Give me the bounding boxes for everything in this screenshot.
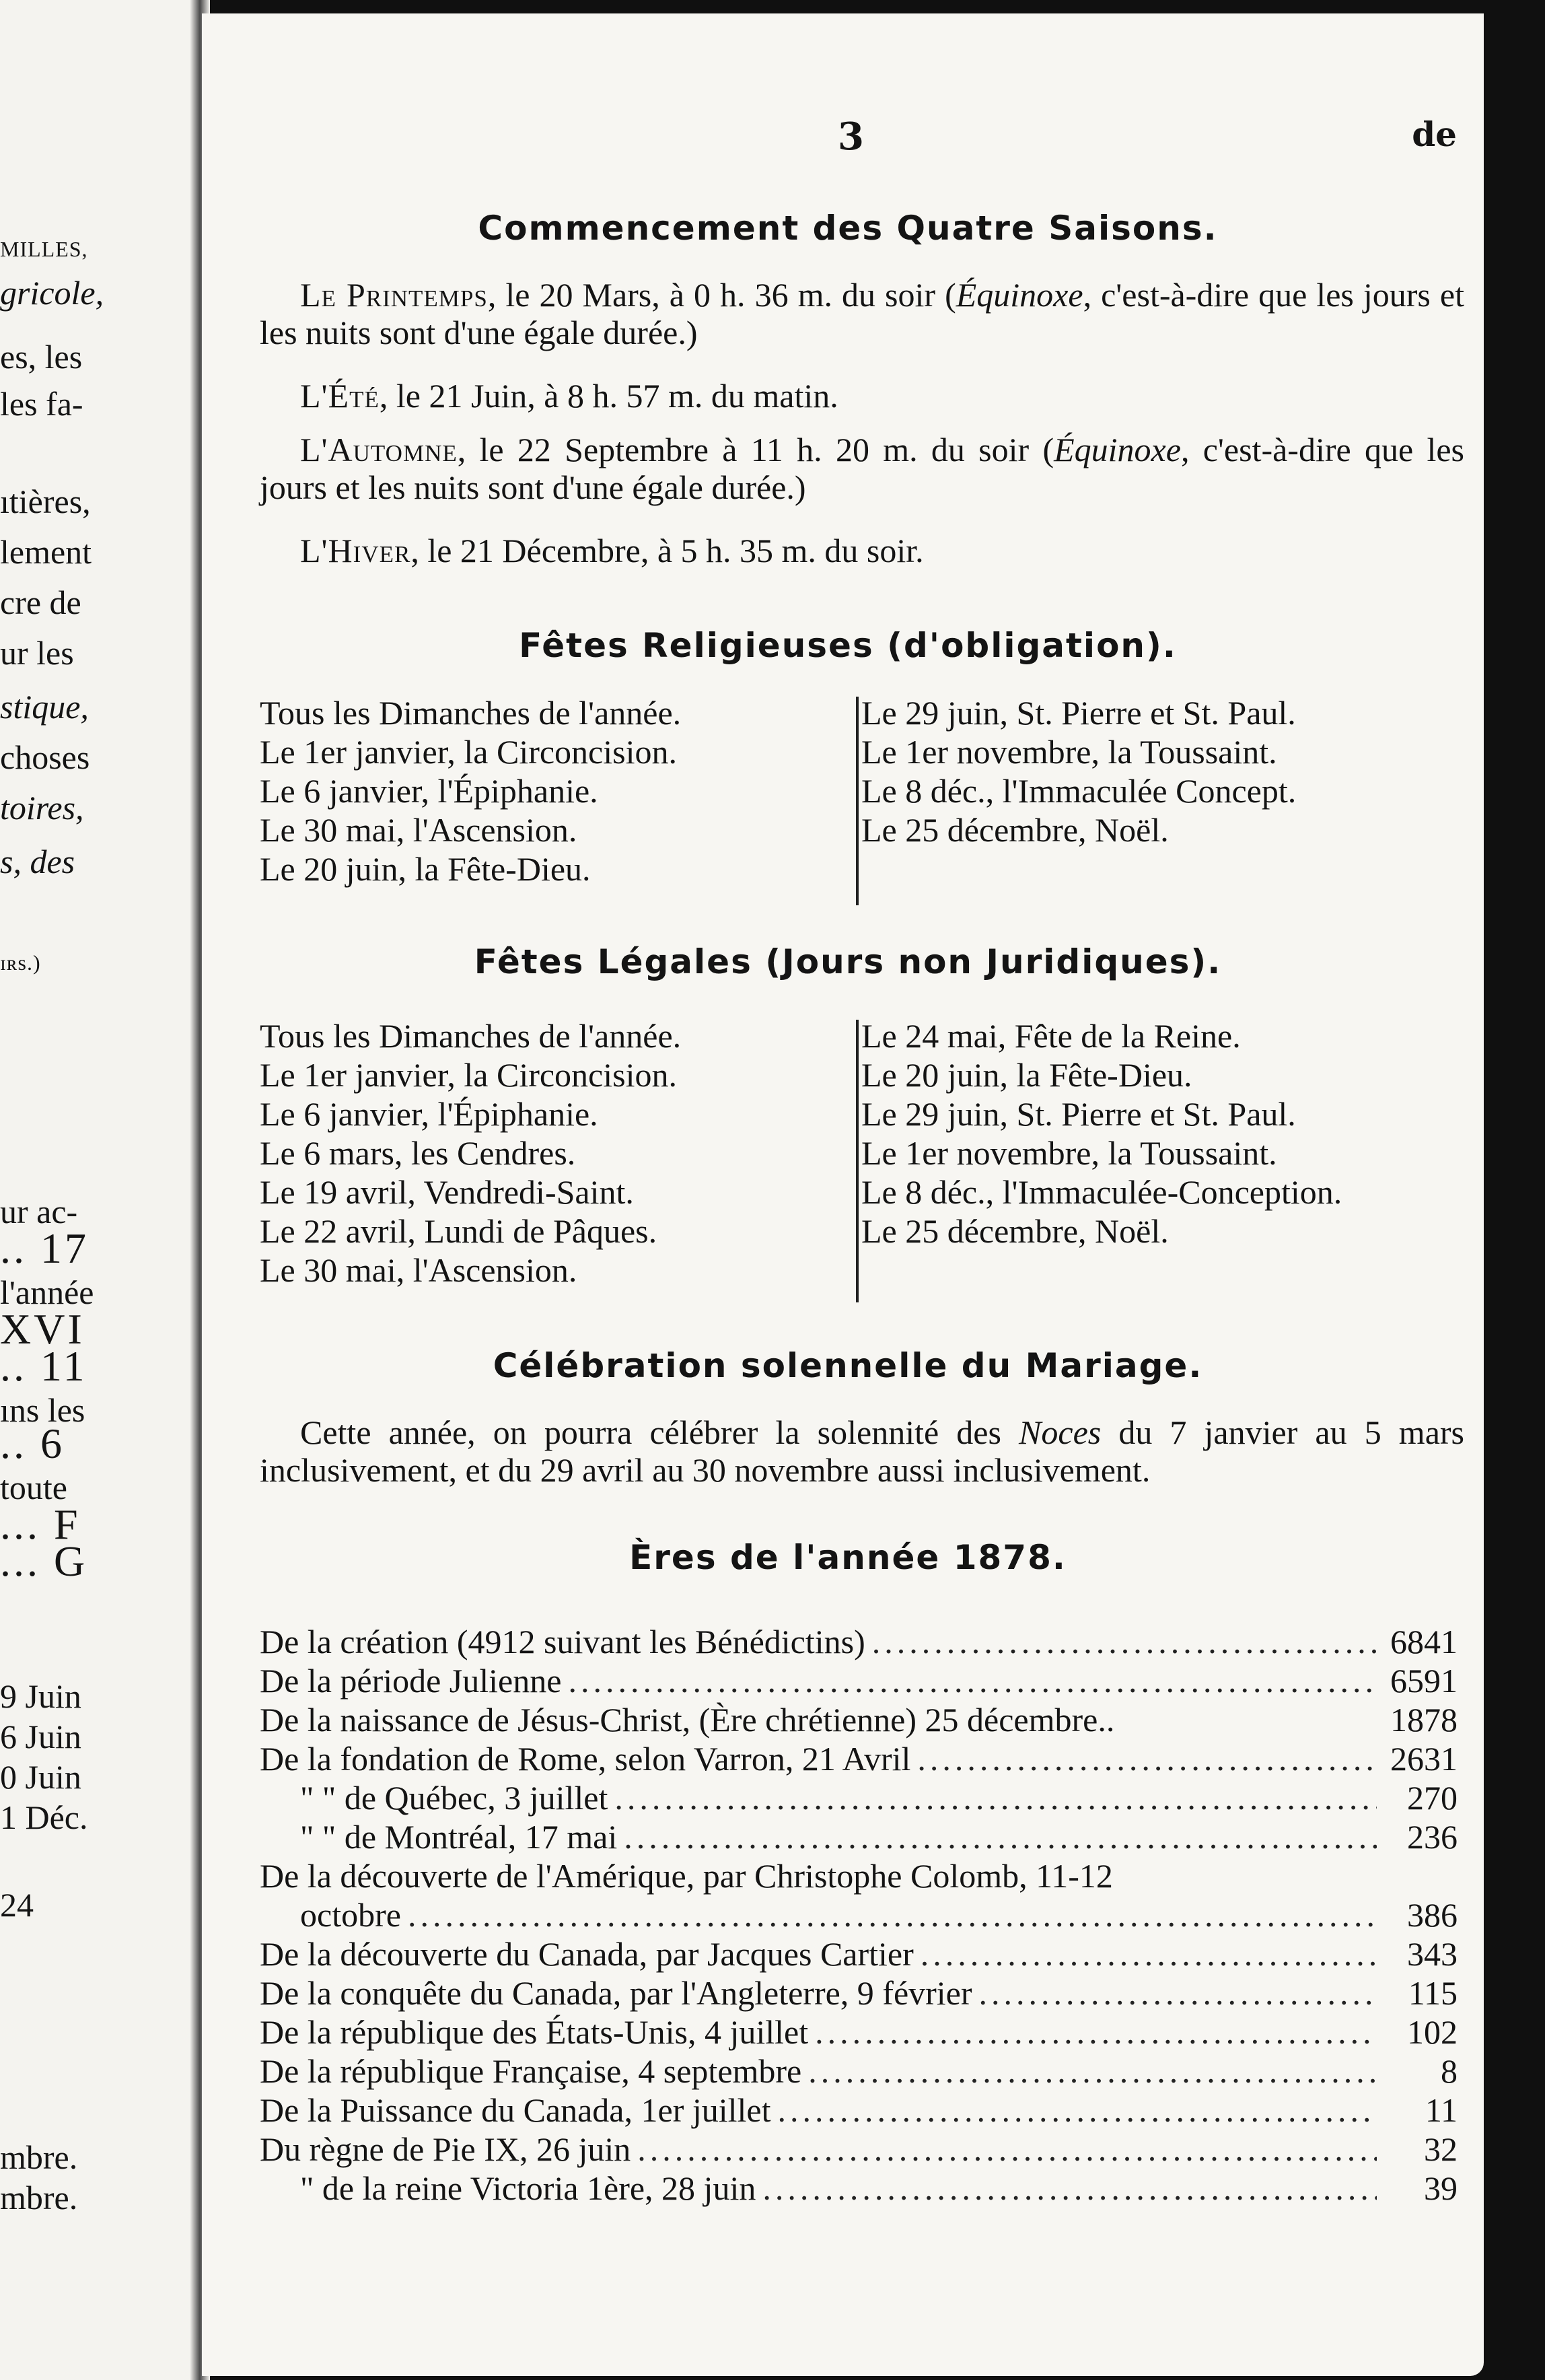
eras-heading: Ères de l'année 1878. [629,1538,1067,1577]
era-row [260,1856,1458,1895]
feast-entry: Le 22 avril, Lundi de Pâques. [260,1212,657,1250]
winter-name: L'Hiver [300,532,411,569]
marriage-italic: Noces [1019,1413,1102,1451]
era-row [260,2052,1458,2091]
era-year: 115 [1408,1974,1458,2012]
era-year: 6841 [1390,1623,1458,1660]
left-page-text-fragment: ɪʀs.) [0,950,41,975]
marriage-paragraph [260,1413,1464,1489]
era-row [260,1622,1458,1661]
era-label: octobre [300,1896,401,1934]
era-label: " " de Montréal, 17 mai [300,1818,618,1856]
left-page-text-fragment: ıtières, [0,483,91,520]
right-page [202,13,1484,2376]
feast-entry: Le 20 juin, la Fête-Dieu. [260,850,591,888]
era-label: De la république Française, 4 septembre [260,2052,802,2090]
summer-text: , le 21 Juin, à 8 h. 57 m. du matin. [379,377,838,415]
autumn-paragraph [260,431,1464,506]
left-page-text-fragment: XVI [0,1305,85,1353]
spring-paragraph [260,276,1464,351]
spring-italic: Équinoxe [956,276,1083,314]
era-year: 343 [1407,1935,1458,1973]
era-label: De la république des États-Unis, 4 juillet [260,2013,809,2051]
feast-entry: Tous les Dimanches de l'année. [260,694,682,732]
feast-entry: Le 24 mai, Fête de la Reine. [861,1017,1241,1055]
left-page-text-fragment: cre de [0,584,81,621]
feast-entry: Le 8 déc., l'Immaculée-Conception. [861,1173,1342,1211]
feast-entry: Le 6 janvier, l'Épiphanie. [260,1095,598,1133]
left-page-text-fragment: mbre. [0,2179,78,2216]
era-year: 102 [1407,2013,1458,2051]
religious-feasts-right-column [861,693,1296,849]
left-page-text-fragment: 24 [0,1886,34,1924]
left-page-text-fragment: ... G [0,1537,88,1585]
era-label: De la conquête du Canada, par l'Angleterre, 9 février [260,1974,972,2012]
seasons-heading: Commencement des Quatre Saisons. [478,209,1218,248]
left-page-text-fragment: toute [0,1469,67,1506]
feast-entry: Le 1er janvier, la Circoncision. [260,1056,677,1094]
era-label: De la découverte du Canada, par Jacques Cartier [260,1935,914,1973]
left-page-text-fragment: ur les [0,634,74,672]
left-page-text-fragment: toires, [0,789,84,827]
era-row [260,2169,1458,2208]
era-row [260,2130,1458,2169]
feast-entry: Le 25 décembre, Noël. [861,1212,1169,1250]
era-year: 1878 [1390,1701,1458,1739]
eras-table [260,1622,1458,2208]
era-label: " de la reine Victoria 1ère, 28 juin [300,2169,756,2207]
era-year: 6591 [1390,1662,1458,1700]
left-page-text-fragment: 9 Juin [0,1677,81,1715]
marriage-text-after: du 7 janvier au 5 mars inclusivement, et du 29 avril au 30 novembre aussi inclusivement. [260,1413,1465,1489]
era-label: De la fondation de Rome, selon Varron, 21 Avril [260,1740,911,1778]
era-row [260,1817,1458,1856]
summer-paragraph [260,377,1464,415]
era-year: 270 [1407,1779,1458,1817]
era-year: 2631 [1390,1740,1458,1778]
era-label: De la période Julienne [260,1662,562,1700]
legal-feasts-right-column [861,1016,1342,1251]
era-row [260,1661,1458,1700]
legal-feasts-heading: Fêtes Légales (Jours non Juridiques). [474,942,1222,981]
era-year: 386 [1407,1896,1458,1934]
feast-entry: Le 20 juin, la Fête-Dieu. [861,1056,1192,1094]
left-page-text-fragment: mbre. [0,2138,78,2176]
era-row [260,1778,1458,1817]
era-year: 32 [1424,2130,1458,2168]
autumn-name: L'Automne [300,431,458,468]
left-page-text-fragment: choses [0,738,90,776]
dot-leader [808,2052,1377,2091]
summer-name: L'Été [300,377,380,415]
left-page-text-fragment: l'année [0,1273,94,1311]
era-row [260,1934,1458,1973]
feast-entry: Le 1er janvier, la Circoncision. [260,733,677,771]
dot-leader [815,2013,1377,2052]
winter-text: , le 21 Décembre, à 5 h. 35 m. du soir. [410,532,924,569]
legal-feasts-left-column [260,1016,681,1290]
era-row [260,1973,1458,2013]
dot-leader [637,2130,1377,2169]
column-divider [856,1020,859,1302]
left-page-text-fragment: stique, [0,688,89,726]
religious-feasts-left-column [260,693,681,888]
dot-leader [762,2169,1377,2208]
dot-leader [568,1661,1377,1700]
spring-rest: , c'est-à-dire que les jours et les nuits sont d'une égale durée.) [260,276,1464,351]
left-page-text-fragment: 0 Juin [0,1758,81,1796]
feast-entry: Le 8 déc., l'Immaculée Concept. [861,772,1297,810]
dot-leader [624,1817,1377,1856]
left-page-text-fragment: es, les [0,338,83,376]
left-page-text-fragment: 6 Juin [0,1718,81,1755]
feast-entry: Le 30 mai, l'Ascension. [260,1251,577,1289]
feast-entry: Le 30 mai, l'Ascension. [260,811,577,849]
dot-leader [917,1739,1377,1778]
feast-entry: Le 1er novembre, la Toussaint. [861,733,1277,771]
marriage-heading: Célébration solennelle du Mariage. [493,1346,1203,1385]
feast-entry: Le 29 juin, St. Pierre et St. Paul. [861,1095,1296,1133]
era-label: " " de Québec, 3 juillet [300,1779,608,1817]
left-page-text-fragment: .. 11 [0,1342,87,1390]
page-number: 3 [838,114,864,159]
dot-leader [979,1973,1377,2013]
feast-entry: Le 6 janvier, l'Épiphanie. [260,772,598,810]
era-year: 39 [1424,2169,1458,2207]
autumn-text: , le 22 Septembre à 11 h. 20 m. du soir ( [457,431,1054,468]
left-page-fragment [0,0,202,2380]
dot-leader [778,2091,1377,2130]
left-page-text-fragment: les fa- [0,385,83,423]
marriage-text-before: Cette année, on pourra célébrer la solennité des [300,1413,1019,1451]
winter-paragraph [260,532,1464,569]
left-page-text-fragment: ıns les [0,1391,85,1429]
catchword: de [1412,114,1457,154]
era-year: 236 [1407,1818,1458,1856]
left-page-text-fragment: ur ac- [0,1193,78,1230]
era-row [260,1739,1458,1778]
left-page-text-fragment: .. 17 [0,1224,89,1272]
era-label: De la Puissance du Canada, 1er juillet [260,2091,771,2129]
feast-entry: Le 29 juin, St. Pierre et St. Paul. [861,694,1296,732]
era-year: 11 [1425,2091,1458,2129]
feast-entry: Le 6 mars, les Cendres. [260,1134,576,1172]
left-page-text-fragment: 1 Déc. [0,1798,88,1836]
era-label: De la naissance de Jésus-Christ, (Ère chrétienne) 25 décembre.. [260,1701,1115,1739]
autumn-rest: , c'est-à-dire que les jours et les nuits sont d'une égale durée.) [260,431,1464,506]
era-row [260,2013,1458,2052]
dot-leader [921,1934,1377,1973]
feast-entry: Le 19 avril, Vendredi-Saint. [260,1173,634,1211]
religious-feasts-heading: Fêtes Religieuses (d'obligation). [519,626,1177,665]
autumn-italic: Équinoxe [1054,431,1181,468]
era-row [260,1700,1458,1739]
era-row [260,2091,1458,2130]
left-page-text-fragment: lement [0,533,92,571]
left-page-text-fragment: ... F [0,1500,81,1548]
left-page-text-fragment: gricole, [0,274,104,312]
left-page-text-fragment: MILLES, [0,237,88,261]
left-page-text-fragment: .. 6 [0,1420,65,1467]
feast-entry: Le 1er novembre, la Toussaint. [861,1134,1277,1172]
era-label: De la création (4912 suivant les Bénédictins) [260,1623,865,1660]
dot-leader [408,1895,1377,1934]
spring-name: Le Printemps [300,276,488,314]
dot-leader [872,1622,1377,1661]
feast-entry: Tous les Dimanches de l'année. [260,1017,682,1055]
column-divider [856,697,859,905]
left-page-text-fragment: s, des [0,843,75,880]
era-row [260,1895,1458,1934]
era-label: Du règne de Pie IX, 26 juin [260,2130,631,2168]
feast-entry: Le 25 décembre, Noël. [861,811,1169,849]
spring-text: , le 20 Mars, à 0 h. 36 m. du soir ( [487,276,956,314]
era-year: 8 [1441,2052,1458,2090]
dot-leader [614,1778,1377,1817]
era-label: De la découverte de l'Amérique, par Christophe Colomb, 11-12 [260,1857,1113,1895]
